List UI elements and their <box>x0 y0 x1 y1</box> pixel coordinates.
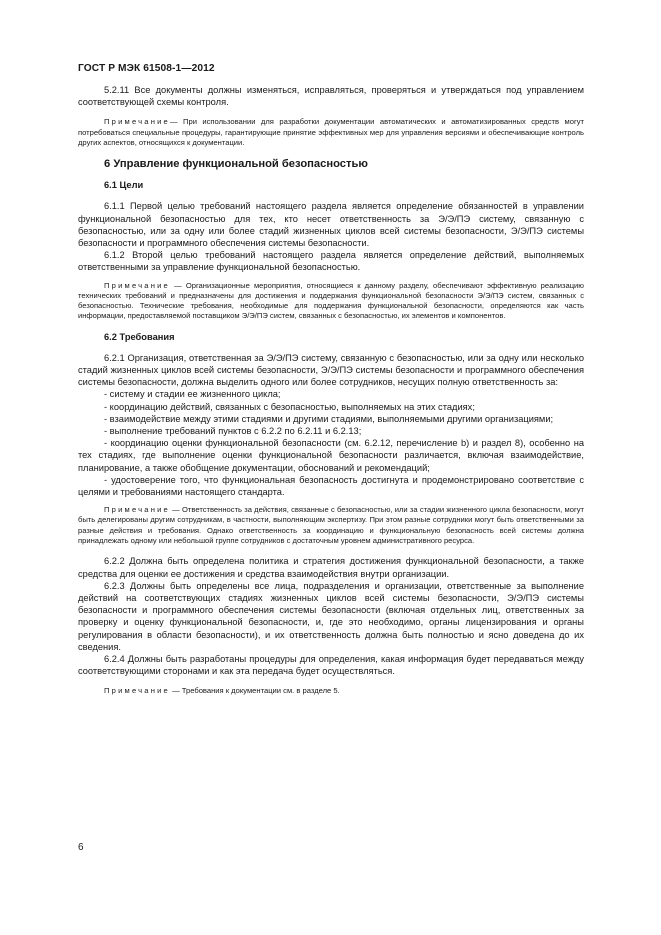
paragraph-5-2-11: 5.2.11 Все документы должны изменяться, исправляться, проверяться и утверждаться под управлением соответствующей схемы контроля. <box>78 85 584 108</box>
section-6-title: 6 Управление функциональной безопасностью <box>104 158 368 171</box>
list-item: - взаимодействие между этими стадиями и другими стадиями, выполняемыми другими организациями; <box>104 413 554 424</box>
paragraph-6-2-2: 6.2.2 Должна быть определена политика и стратегия достижения функциональной безопасности, а также средства для оценки ее достижения и средства взаимодействия внутри организации. <box>78 556 584 579</box>
paragraph-6-2-1: 6.2.1 Организация, ответственная за Э/Э/ПЭ систему, связанную с безопасностью, или за одну или несколько стадий жизненных циклов всей системы безопасности, Э/Э/ПЭ системы безопасности и программного обеспечения системы безопасности, должна выделить одного или более сотрудников, несущих полную ответственность за: <box>78 352 584 388</box>
note-2-text: — Организационные мероприятия, относящиеся к данному разделу, обеспечивают эффективную реализацию технических требований и предназначены для достижения и поддержания функциональной безопасности Э/Э/ПЭ систем, связанных с безопасностью. Технические требования, необходимые для поддержания функциональной безопасности, определяются как часть информации, предоставляемой поставщиком Э/Э/ПЭ систем, связанных с безопасностью, их элементов и компонентов. <box>78 280 584 321</box>
note-2 <box>78 281 584 322</box>
paragraph-6-2-4: 6.2.4 Должны быть разработаны процедуры для определения, какая информация будет передаваться между соответствующими сторонами и как эта передача будет осуществляться. <box>78 653 584 677</box>
section-6-2-title: 6.2 Требования <box>104 331 175 342</box>
note-label: Примечание <box>104 686 170 696</box>
note-1 <box>78 117 584 148</box>
document-header: ГОСТ Р МЭК 61508-1—2012 <box>78 63 215 74</box>
note-1-text: — При использовании для разработки документации автоматических и автоматизированных средств могут потребоваться специальные процедуры, гарантирующие принятие эффективных мер для управления версиями и обеспечивающие контроль других аспектов, относящихся к документации. <box>78 117 584 147</box>
list-item: - систему и стадии ее жизненного цикла; <box>104 389 281 400</box>
note-label: Примечание <box>104 280 170 290</box>
page-number: 6 <box>78 842 84 853</box>
note-3-text: — Ответственность за действия, связанные с безопасностью, или за стадии жизненного цикла безопасности, могут быть делегированы другим сотрудникам, в частности, выполняющим экспертизу. При этом разные сотрудники могут быть ответственными за разные действия и требования. Однако ответственность за координацию и функциональную безопасность всей системы должна принадлежать одному или небольшой группе сотрудников с достаточным уровнем административного ресурса. <box>78 505 584 546</box>
note-3 <box>78 505 584 546</box>
section-6-1-title: 6.1 Цели <box>104 180 144 191</box>
list-item: - выполнение требований пунктов с 6.2.2 по 6.2.11 и 6.2.13; <box>104 425 362 436</box>
list-item: - удостоверение того, что функциональная безопасность достигнута и продемонстрировано соответствие с целями и требованиями настоящего стандарта. <box>78 474 584 497</box>
list-item: - координацию действий, связанных с безопасностью, выполняемых на этих стадиях; <box>104 401 475 412</box>
note-4-text: — Требования к документации см. в разделе 5. <box>169 686 340 696</box>
note-label: Примечание <box>104 505 170 515</box>
note-label: Примечание <box>104 117 170 127</box>
note-4 <box>78 686 584 696</box>
paragraph-6-2-3: 6.2.3 Должны быть определены все лица, подразделения и организации, ответственные за выполнение действий на соответствующих стадиях жизненных циклов всей системы безопасности, Э/Э/ПЭ системы безопасности и программного обеспечения системы безопасности (включая отдельных лиц, ответственных за проверку и оценку функциональной безопасности, и, где это необходимо, органы лицензирования и органы регулирования в области безопасности), и их ответственность должна быть полностью и ясно доведена до их сведения. <box>78 580 584 652</box>
paragraph-6-1-2: 6.1.2 Второй целью требований настоящего раздела является определение действий, выполняемых ответственными за управление функциональной безопасностью. <box>78 250 584 273</box>
paragraph-6-1-1: 6.1.1 Первой целью требований настоящего раздела является определение обязанностей в управлении функциональной безопасностью для тех, кто несет ответственность за Э/Э/ПЭ систему, связанную с безопасностью, или за одну или более стадий жизненных циклов всей системы безопасности, Э/Э/ПЭ системы безопасности и программного обеспечения системы безопасности. <box>78 201 584 248</box>
list-item: - координацию оценки функциональной безопасности (см. 6.2.12, перечисление b) и раздел 8), особенно на тех стадиях, где выполнение оценки функциональной безопасности различается, включая взаимодействие, планирование, а также обобщение документации, обоснований и рекомендаций; <box>78 438 584 473</box>
page-content <box>78 84 584 697</box>
